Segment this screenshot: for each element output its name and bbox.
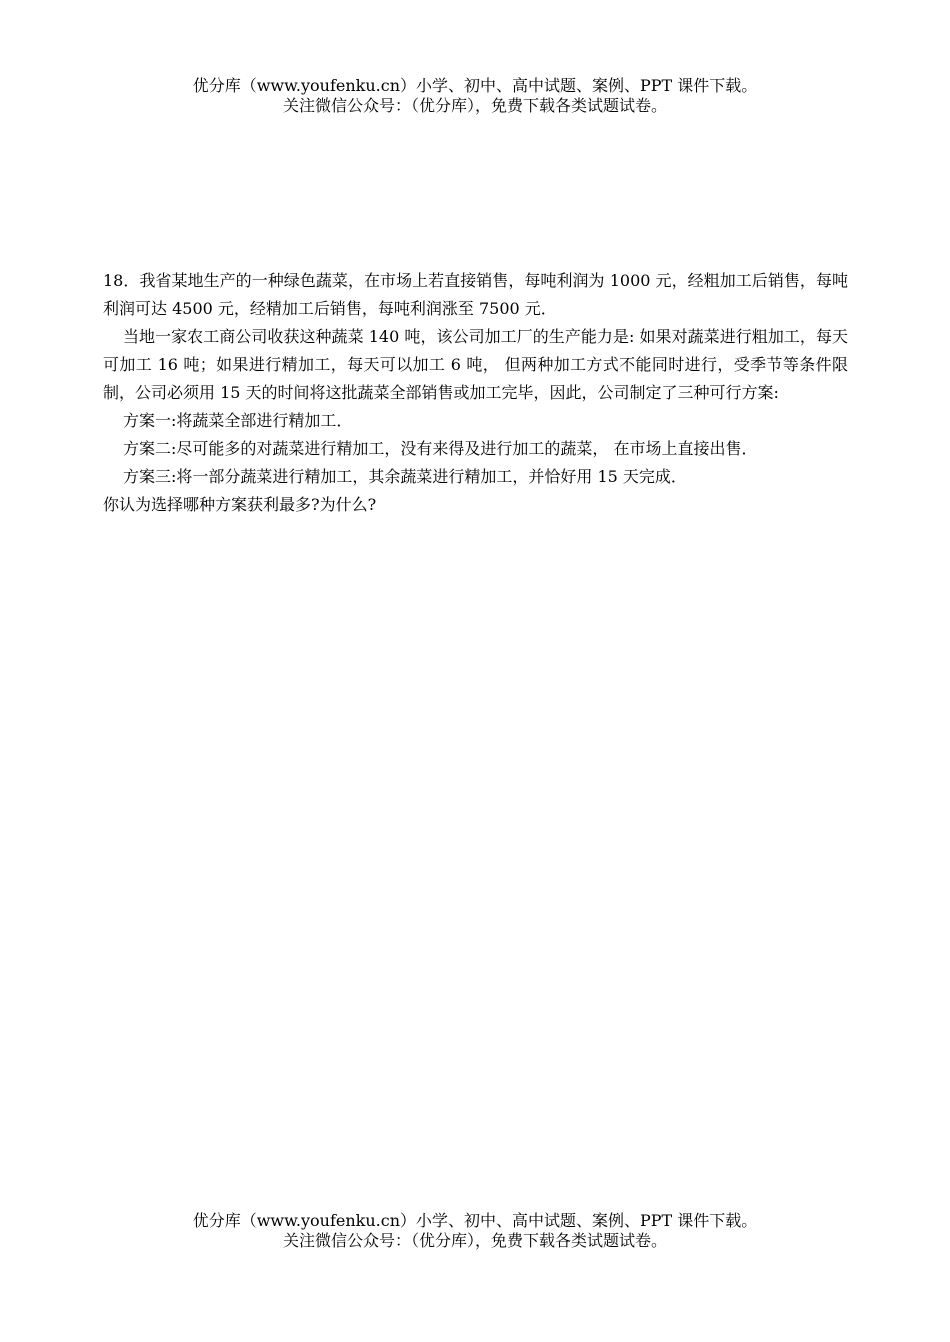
problem-condition: 当地一家农工商公司收获这种蔬菜 140 吨，该公司加工厂的生产能力是: 如果对蔬菜进行粗加工，每天可加工 16 吨；如果进行精加工，每天可以加工 6 吨， 但两种加工方式不能同时进行，受季节等条件限制，公司必须用 15 天的时间将这批蔬菜全部销售或加工完毕，因此，公司制定了三种可行方案: xyxy=(103,327,848,402)
page-footer xyxy=(0,1211,950,1251)
page-header xyxy=(0,76,950,116)
plan-one: 方案一:将蔬菜全部进行精加工． xyxy=(123,411,353,430)
footer-line-2: 关注微信公众号：（优分库），免费下载各类试题试卷。 xyxy=(282,1231,667,1250)
plan-three: 方案三:将一部分蔬菜进行精加工，其余蔬菜进行精加工，并恰好用 15 天完成． xyxy=(123,467,687,486)
footer-line-1: 优分库（www.youfenku.cn）小学、初中、高中试题、案例、PPT 课件下载。 xyxy=(192,1211,758,1230)
plan-two: 方案二:尽可能多的对蔬菜进行精加工，没有来得及进行加工的蔬菜， 在市场上直接出售． xyxy=(123,439,758,458)
problem-18 xyxy=(103,267,848,519)
problem-question: 你认为选择哪种方案获利最多?为什么? xyxy=(103,495,377,514)
header-line-2: 关注微信公众号：（优分库），免费下载各类试题试卷。 xyxy=(282,96,667,115)
header-line-1: 优分库（www.youfenku.cn）小学、初中、高中试题、案例、PPT 课件下载。 xyxy=(192,76,758,95)
problem-intro: 18．我省某地生产的一种绿色蔬菜，在市场上若直接销售，每吨利润为 1000 元，经粗加工后销售，每吨利润可达 4500 元，经精加工后销售，每吨利润涨至 7500 元． xyxy=(103,271,848,318)
